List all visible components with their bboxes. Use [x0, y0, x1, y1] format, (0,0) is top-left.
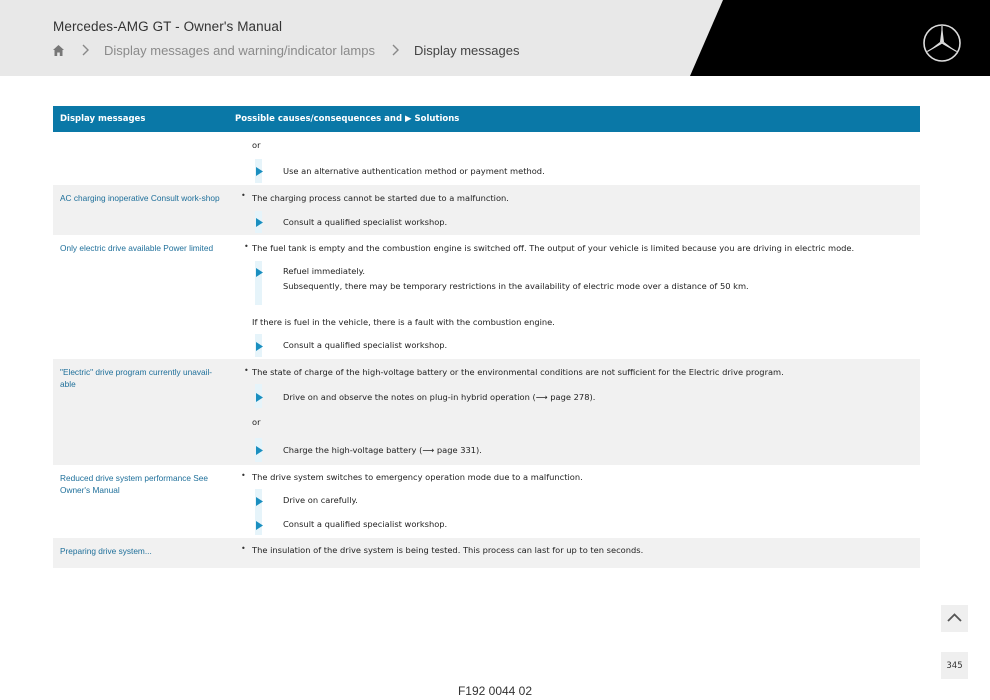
manual-title: Mercedes-AMG GT - Owner's Manual — [53, 19, 283, 34]
solution-arrow-icon — [256, 446, 263, 455]
solution-text: Drive on and observe the notes on plug-in hybrid operation (⟶ page 278). — [283, 392, 596, 402]
solution-arrow-icon — [256, 497, 263, 506]
solution-text: Consult a qualified specialist workshop. — [283, 519, 448, 529]
display-message: Preparing drive system... — [60, 546, 152, 556]
table-header — [53, 106, 920, 132]
solution-text: Charge the high-voltage battery (⟶ page 331). — [283, 445, 482, 455]
cause-text: The charging process cannot be started due to a malfunction. — [252, 193, 509, 203]
column-header-messages: Display messages — [60, 114, 146, 124]
chevron-right-icon — [391, 44, 400, 56]
solution-detail-text: Subsequently, there may be temporary restrictions in the availability of electric mode over a distance of 50 km. — [283, 281, 749, 291]
table-row — [53, 185, 920, 235]
breadcrumb-link-display-messages-lamps[interactable]: Display messages and warning/indicator lamps — [104, 42, 375, 58]
bullet: • — [244, 366, 249, 375]
solution-text: Drive on carefully. — [283, 495, 358, 505]
page-number-button[interactable]: 345 — [941, 652, 968, 679]
table-row — [53, 538, 920, 568]
page-header — [0, 0, 990, 76]
bullet: • — [241, 191, 246, 200]
scroll-to-top-button[interactable] — [941, 605, 968, 632]
solution-arrow-icon — [256, 342, 263, 351]
display-message: "Electric" drive program currently unavail-able — [60, 367, 213, 389]
table-row — [53, 132, 920, 185]
bullet: • — [241, 544, 246, 553]
breadcrumb — [52, 42, 519, 58]
cause-text: The fuel tank is empty and the combustion engine is switched off. The output of your vehicle is limited because you are driving in electric mode. — [252, 243, 855, 253]
bullet: • — [241, 471, 246, 480]
solution-arrow-icon — [256, 521, 263, 530]
display-message: AC charging inoperative Consult work-shop — [60, 193, 220, 203]
solution-text: Consult a qualified specialist workshop. — [283, 217, 448, 227]
breadcrumb-current: Display messages — [413, 42, 520, 58]
display-messages-table — [53, 106, 920, 568]
solution-arrow-icon — [256, 167, 263, 176]
chevron-up-icon — [941, 605, 968, 632]
cause-text: The state of charge of the high-voltage battery or the environmental conditions are not sufficient for the Electric drive program. — [252, 367, 784, 377]
table-row — [53, 465, 920, 538]
table-row — [53, 235, 920, 359]
cause-text: The drive system switches to emergency operation mode due to a malfunction. — [252, 472, 583, 482]
table-row — [53, 359, 920, 465]
chevron-right-icon — [81, 44, 90, 56]
solution-text: Use an alternative authentication method or payment method. — [283, 166, 545, 176]
cause-text: The insulation of the drive system is being tested. This process can last for up to ten seconds. — [252, 545, 644, 555]
bullet: • — [244, 242, 249, 251]
condition-text: If there is fuel in the vehicle, there is a fault with the combustion engine. — [252, 317, 555, 327]
or-text: or — [252, 417, 261, 427]
column-header-causes: Possible causes/consequences and ▶ Solutions — [235, 114, 460, 124]
solution-text: Refuel immediately. — [283, 266, 365, 276]
solution-arrow-icon — [256, 268, 263, 277]
solution-arrow-icon — [256, 218, 263, 227]
solution-arrow-icon — [256, 393, 263, 402]
solution-text: Consult a qualified specialist workshop. — [283, 340, 448, 350]
image-reference-code: F192 0044 02 — [457, 684, 533, 698]
or-text: or — [252, 140, 261, 150]
home-icon[interactable] — [52, 44, 65, 57]
mercedes-star-logo — [922, 23, 962, 63]
display-message: Reduced drive system performance See Owner's Manual — [60, 473, 209, 495]
display-message: Only electric drive available Power limited — [60, 243, 214, 253]
